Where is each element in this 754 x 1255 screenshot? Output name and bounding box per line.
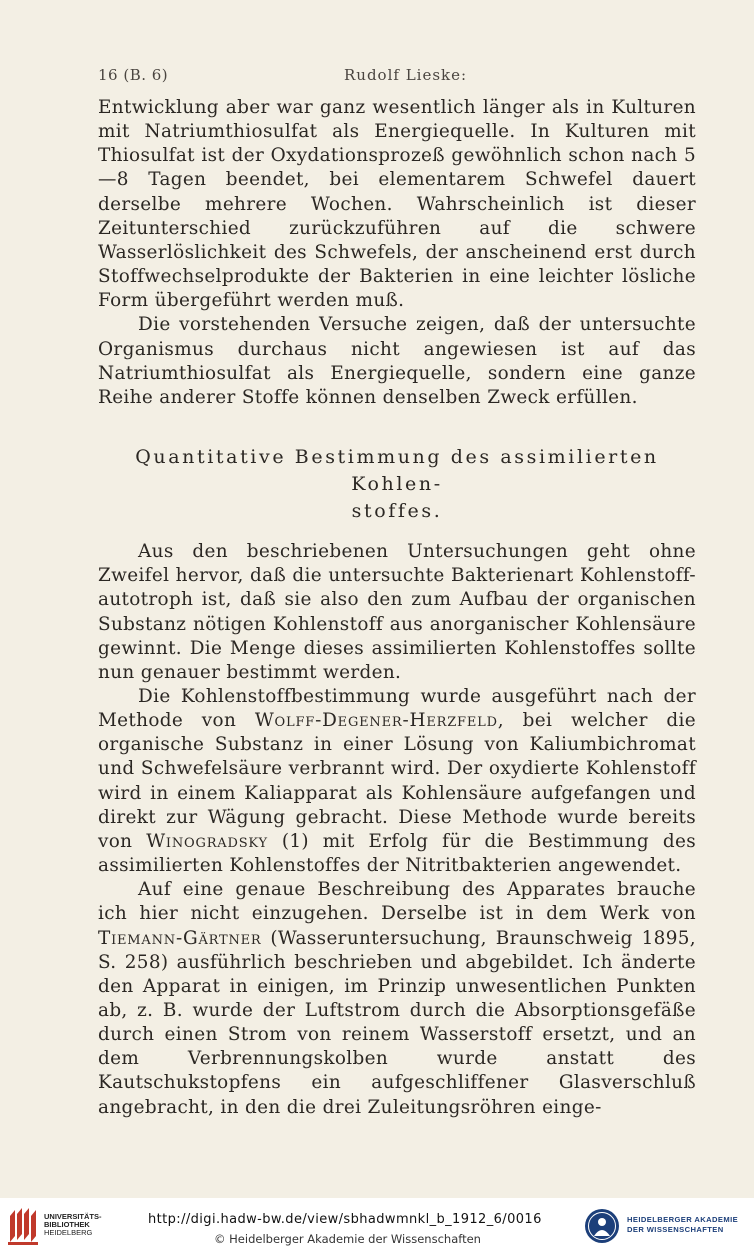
paragraph-5-part-a: Auf eine genaue Beschreibung des Apparates brauche ich hier nicht einzugehen. Derselbe ist in dem Werk von [98,879,696,925]
paragraph-4-part-b: , bei welcher die organische Substanz in einer Lösung von Kaliumbichromat und Schwefelsäure verbrannt wird. Der oxydierte Kohlenstoff wird in einem Kaliapparat als Kohlensäure aufgefangen und direkt zur Wägung gebracht. Diese Methode wurde bereits von [98,710,696,852]
section-title-line-1: Quantitative Bestimmung des assimilierten Kohlen- [135,446,659,496]
viewer-footer [0,1198,754,1255]
academy-label [627,1215,738,1235]
paragraph-3: Aus den beschriebenen Untersuchungen geht ohne Zweifel hervor, daß die untersuchte Bakterienart Kohlenstoff-autotroph ist, daß sie also den zum Aufbau der organischen Substanz nötigen Kohlenstoff aus anorganischer Kohlensäure gewinnt. Die Menge dieses assimilierten Kohlenstoffes sollte nun genauer bestimmt werden. [98,541,696,683]
paragraph-5-part-b: (Wasseruntersuchung, Braunschweig 1895, S. 258) ausführlich beschrieben und abgebildet. Ich änderte den Apparat in einigen, im Prinzip unwesentlichen Punkten ab, z. B. wurde der Luftstrom durch die Absorptionsgefäße durch einen Strom von reinem Wasserstoff ersetzt, und an dem Verbrennungskolben wurde anstatt des Kautschukstopfens ein aufgeschliffener Glasverschluß angebracht, in den die drei Zuleitungsröhren einge- [98,927,696,1118]
copyright-notice: © Heidelberger Akademie der Wissenschaften [214,1232,481,1246]
academy-label-line-1: HEIDELBERGER AKADEMIE [627,1215,739,1224]
academy-label-line-2: DER WISSENSCHAFTEN [627,1225,724,1234]
uni-label-line-1: UNIVERSITÄTS- [44,1212,102,1221]
page-reference: 16 (B. 6) [98,66,169,84]
uni-label-line-2: BIBLIOTHEK [44,1220,90,1229]
university-library-logo-icon[interactable] [6,1206,40,1246]
author-citation-tiemann: Tiemann-Gärtner [98,927,262,949]
permalink-url[interactable]: http://digi.hadw-bw.de/view/sbhadwmnkl_b_1912_6/0016 [148,1212,542,1227]
author-name: Rudolf Lieske: [344,66,468,84]
uni-label-line-3: HEIDELBERG [44,1228,93,1237]
academy-seal-logo-icon[interactable] [584,1208,620,1244]
paragraph-1: Entwicklung aber war ganz wesentlich länger als in Kulturen mit Natriumthiosulfat als Energiequelle. In Kulturen mit Thiosulfat ist der Oxydationsprozeß gewöhnlich schon nach 5—8 Tagen beendet, bei elementarem Schwefel dauert derselbe mehrere Wochen. Wahrscheinlich ist dieser Zeitunterschied zurückzuführen auf die schwere Wasserlöslichkeit des Schwefels, der anscheinend erst durch Stoffwechselprodukte der Bakterien in eine leichter lösliche Form übergeführt werden muß. [98,97,696,312]
paragraph-5 [98,878,696,1120]
section-title-line-2: stoffes. [351,500,443,523]
paragraph-4-part-c: (1) mit Erfolg für die Bestimmung des assimilierten Kohlenstoffes der Nitritbakterien angewendet. [98,830,696,877]
paragraph-4-part-a: Die Kohlenstoffbestimmung wurde ausgeführt nach der Methode von [98,685,696,732]
paragraph-4 [98,685,696,878]
paragraph-2: Die vorstehenden Versuche zeigen, daß der untersuchte Organismus durchaus nicht angewiesen ist auf das Natriumthiosulfat als Energiequelle, sondern eine ganze Reihe anderer Stoffe können denselben Zweck erfüllen. [98,314,696,408]
author-citation-wolff: Wolff-Degener-Herzfeld [254,710,498,732]
section-title [98,444,696,525]
body-text [98,96,696,1120]
author-citation-winogradsky: Winogradsky [146,830,268,852]
university-library-label [44,1213,102,1237]
